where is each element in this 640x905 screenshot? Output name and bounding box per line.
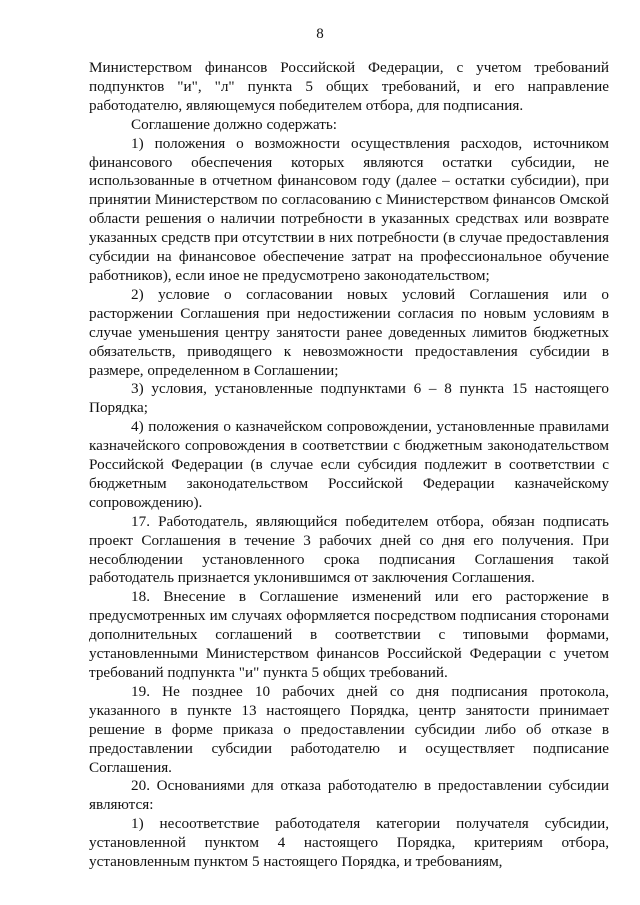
paragraph-agreement-contents-intro: Соглашение должно содержать: [131,115,338,133]
paragraph-clause-18: 18. Внесение в Соглашение изменений или его расторжение в предусмотренных им случаях оформляется посредством подписания сторонами дополнительных соглашений в соответствии с типовыми формами, установленными Министерством финансов Российской Федерации с учетом требований подпункта "и" пункта 5 общих требований. [89,588,609,681]
paragraph-agreement-item-1: 1) положения о возможности осуществления расходов, источником финансового обеспечения которых являются остатки субсидии, не использованные в отчетном финансовом году (далее – остатки субсидии), при принятии Министерством по согласованию с Министерством финансов Омской области решения о наличии потребности в указанных средствах или возврате указанных средств при отсутствии в них потребности (в случае предоставления субсидии на финансовое обеспечение затрат на профессиональное обучение работников), если иное не предусмотрено законодательством; [89,134,609,284]
paragraph-agreement-item-3: 3) условия, установленные подпунктами 6 – 8 пункта 15 настоящего Порядка; [89,380,609,417]
paragraph-clause-20-item-1: 1) несоответствие работодателя категории получателя субсидии, установленной пунктом 4 настоящего Порядка, критериям отбора, установленным пунктом 5 настоящего Порядка, и требованиям, [89,815,609,871]
paragraph-continuation: Министерством финансов Российской Федерации, с учетом требований подпунктов "и", "л" пункта 5 общих требований, и его направление работодателю, являющемуся победителем отбора, для подписания. [89,59,609,114]
paragraph-clause-19: 19. Не позднее 10 рабочих дней со дня подписания протокола, указанного в пункте 13 настоящего Порядка, центр занятости принимает решение в форме приказа о предоставлении субсидии либо об отказе в предоставлении субсидии работодателю и осуществляет подписание Соглашения. [89,682,609,776]
paragraph-clause-17: 17. Работодатель, являющийся победителем отбора, обязан подписать проект Соглашения в течение 3 рабочих дней со дня его получения. При несоблюдении установленного срока подписания Соглашения такой работодатель признается уклонившимся от заключения Соглашения. [89,512,609,587]
paragraph-agreement-item-4: 4) положения о казначейском сопровождении, установленные правилами казначейского сопровождения в соответствии с бюджетным законодательством Российской Федерации (в случае если субсидия подлежит в соответствии с бюджетным законодательством Российской Федерации казначейскому сопровождению). [89,418,609,511]
paragraph-agreement-item-2: 2) условие о согласовании новых условий Соглашения или о расторжении Соглашения при недостижении согласия по новым условиям в случае уменьшения центру занятости ранее доведенных лимитов бюджетных обязательств, приводящего к невозможности предоставления субсидии в размере, определенном в Соглашении; [89,285,609,379]
document-body [89,59,609,872]
page-number: 8 [316,26,324,42]
paragraph-clause-20: 20. Основаниями для отказа работодателю в предоставлении субсидии являются: [89,777,609,814]
